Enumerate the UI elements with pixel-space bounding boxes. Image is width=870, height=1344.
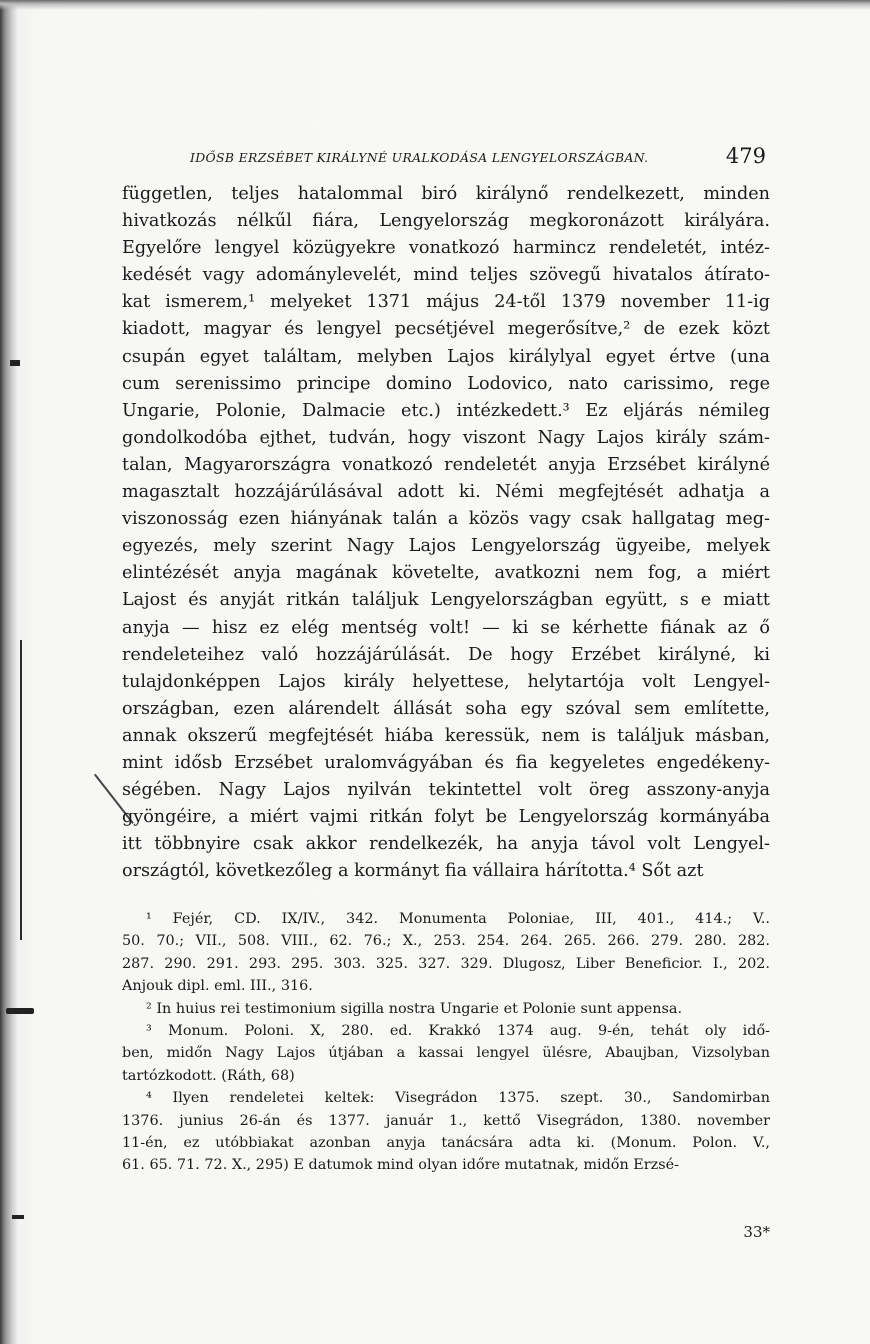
signature-mark: 33* [743,1223,770,1241]
text-line: cum serenissimo principe domino Lodovico, nato carissimo, rege [122,373,770,394]
margin-mark [10,360,20,366]
footnote-line: ⁴ Ilyen rendeletei keltek: Visegrádon 1375. szept. 30., Sandomirban [146,1090,770,1107]
text-line: országtól, következőleg a kormányt fia vállaira hárította.⁴ Sőt azt [122,861,704,882]
text-line: hivatkozás nélkűl fiára, Lengyelország megkoronázott királyára. [122,211,770,232]
margin-rule [20,640,22,940]
running-head [190,144,770,174]
text-line: gyöngéire, a miért vajmi ritkán folyt be Lengyelország kormányába [122,807,770,828]
text-line: független, teljes hatalommal biró királynő rendelkezett, minden [122,184,770,204]
footnote-line: ben, midőn Nagy Lajos útjában a kassai lengyel ülésre, Abaujban, Vizsolyban [122,1045,770,1062]
text-line: magasztalt hozzájárúlásával adott ki. Némi megfejtését adhatja a [122,482,770,503]
text-line: tulajdonképpen Lajos király helyettese, helytartója volt Lengyel- [122,671,770,692]
footnote-line: 1376. junius 26-án és 1377. január 1., kettő Visegrádon, 1380. november [122,1112,770,1129]
footnote-line: ³ Monum. Poloni. X, 280. ed. Krakkó 1374 aug. 9-én, tehát oly idő- [146,1022,770,1039]
text-line: viszonosság ezen hiányának talán a közös vagy csak hallgatag meg- [122,509,770,530]
text-line: talan, Magyarországra vonatkozó rendeletét anyja Erzsébet királyné [122,454,770,475]
text-line: kedését vagy adománylevelét, mind teljes szövegű hivatalos átírato- [122,265,770,286]
page-number: 479 [725,144,766,168]
text-line: csupán egyet találtam, melyben Lajos királylyal egyet értve (una [122,346,770,367]
text-line: mint idősb Erzsébet uralomvágyában és fia kegyeletes engedékeny- [122,752,770,773]
text-line: országban, ezen alárendelt állását soha egy szóval sem említette, [122,698,770,719]
footnote-line: ² In huius rei testimonium sigilla nostra Ungarie et Polonie sunt appensa. [146,1000,683,1017]
body-text [122,181,770,885]
text-line: kiadott, magyar és lengyel pecsétjével megerősítve,² de ezek közt [122,319,770,340]
text-line: anyja — hisz ez elég mentség volt! — ki se kérhette fiának az ő [122,617,770,638]
footnote-line: 11-én, ez utóbbiakat azonban anyja tanácsára adta ki. (Monum. Polon. V., [122,1134,770,1151]
footnote-line: ¹ Fejér, CD. IX/IV., 342. Monumenta Poloniae, III, 401., 414.; V.. [146,911,770,927]
text-line: itt többnyire csak akkor rendelkezék, ha anyja távol volt Lengyel- [122,834,770,855]
text-line: Lajost és anyját ritkán találjuk Lengyelországban együtt, s e miatt [122,590,770,611]
footnote-line: tartózkodott. (Ráth, 68) [122,1067,295,1084]
running-title: IDŐSB ERZSÉBET KIRÁLYNÉ URALKODÁSA LENGYELORSZÁGBAN. [190,150,649,165]
text-line: elintézését anyja magának követelte, avatkozni nem fog, a miért [122,563,770,584]
footnote-line: 287. 290. 291. 293. 295. 303. 325. 327. 329. Dlugosz, Liber Beneficior. I., 202. [122,955,770,972]
text-line: gondolkodóba ejthet, tudván, hogy viszont Nagy Lajos király szám- [122,427,770,448]
book-spine-shadow [0,0,18,1344]
text-line: Egyelőre lengyel közügyekre vonatkozó harmincz rendeletét, intéz- [122,238,770,259]
text-line: rendeleteihez való hozzájárúlását. De hogy Erzébet királyné, ki [122,644,770,665]
text-line: Ungarie, Polonie, Dalmacie etc.) intézkedett.³ Ez eljárás némileg [122,400,770,421]
footnote-line: 50. 70.; VII., 508. VIII., 62. 76.; X., 253. 254. 264. 265. 266. 279. 280. 282. [122,933,770,950]
text-line: annak okszerű megfejtését hiába keressük, nem is találjuk másban, [122,725,770,746]
footnote-line: Anjouk dipl. eml. III., 316. [122,978,313,995]
text-line: kat ismerem,¹ melyeket 1371 május 24-től 1379 november 11-ig [122,292,770,313]
margin-mark [6,1008,34,1014]
footnotes [122,908,770,1177]
margin-mark [12,1215,24,1219]
text-line: egyezés, mely szerint Nagy Lajos Lengyelország ügyeibe, melyek [122,536,770,557]
page-top-edge [0,0,870,10]
text-line: ségében. Nagy Lajos nyilván tekintettel volt öreg asszony-anyja [122,780,770,801]
footnote-line: 61. 65. 71. 72. X., 295) E datumok mind olyan időre mutatnak, midőn Erzsé- [122,1157,680,1174]
